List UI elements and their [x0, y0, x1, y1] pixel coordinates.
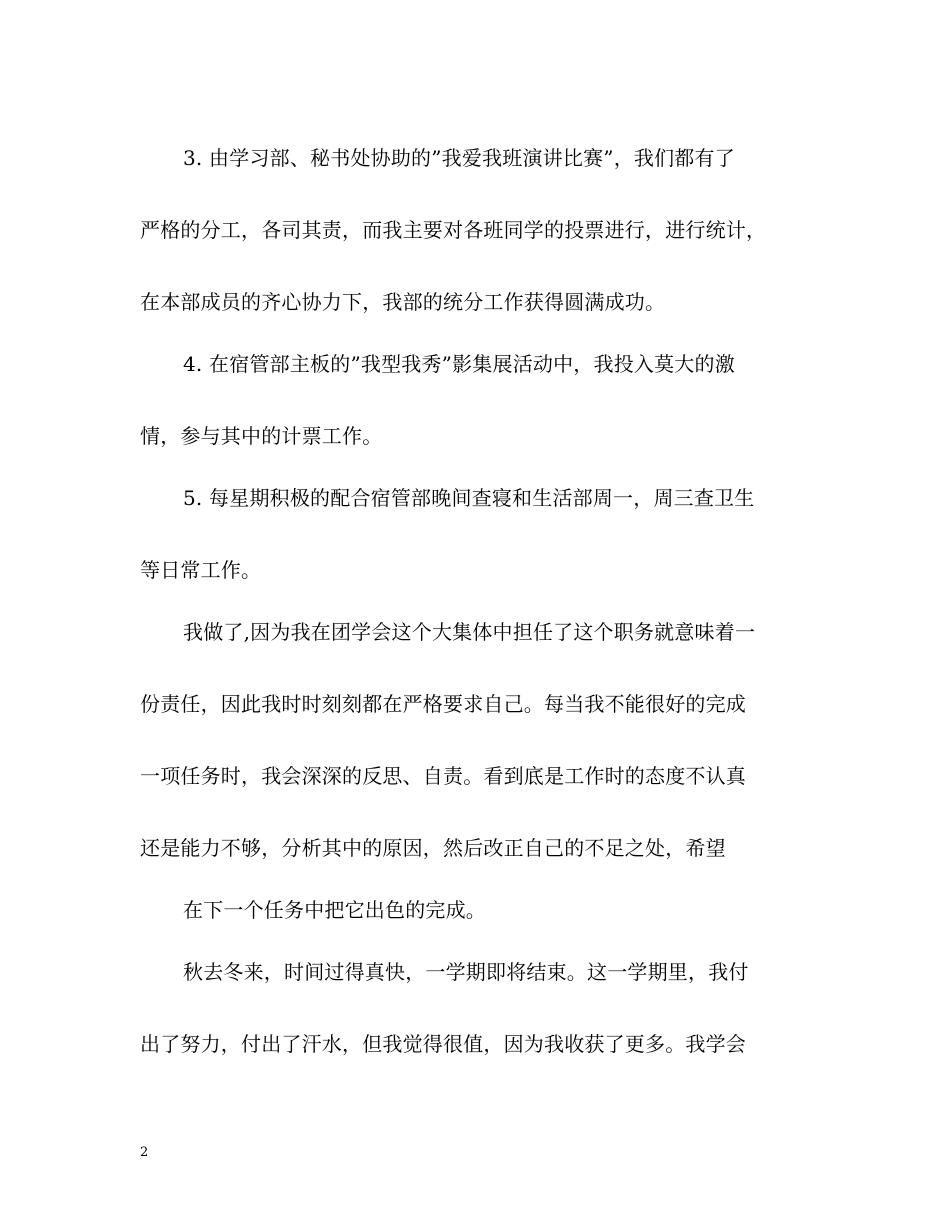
text-line-1: 3. 由学习部、秘书处协助的”我爱我班演讲比赛”，我们都有了 — [183, 146, 735, 170]
text-line-14: 出了努力，付出了汗水，但我觉得很值，因为我收获了更多。我学会 — [140, 1032, 746, 1056]
text-line-10: 一项任务时，我会深深的反思、自责。看到底是工作时的态度不认真 — [140, 764, 746, 788]
text-line-8: 我做了,因为我在团学会这个大集体中担任了这个职务就意味着一 — [183, 620, 756, 644]
text-line-4: 4. 在宿管部主板的”我型我秀”影集展活动中，我投入莫大的激 — [183, 352, 735, 376]
text-line-12: 在下一个任务中把它出色的完成。 — [183, 898, 486, 922]
page-number: 2 — [140, 1145, 149, 1160]
text-line-6: 5. 每星期积极的配合宿管部晚间查寝和生活部周一，周三查卫生 — [183, 486, 755, 510]
text-line-7: 等日常工作。 — [140, 558, 262, 582]
text-line-13: 秋去冬来，时间过得真快，一学期即将结束。这一学期里，我付 — [183, 960, 749, 984]
text-line-5: 情，参与其中的计票工作。 — [140, 424, 383, 448]
text-line-9: 份责任，因此我时时刻刻都在严格要求自己。每当我不能很好的完成 — [140, 692, 746, 716]
text-line-2: 严格的分工，各司其责，而我主要对各班同学的投票进行，进行统计， — [140, 218, 767, 242]
text-line-3: 在本部成员的齐心协力下，我部的统分工作获得圆满成功。 — [140, 290, 666, 314]
text-line-11: 还是能力不够，分析其中的原因，然后改正自己的不足之处，希望 — [140, 836, 726, 860]
